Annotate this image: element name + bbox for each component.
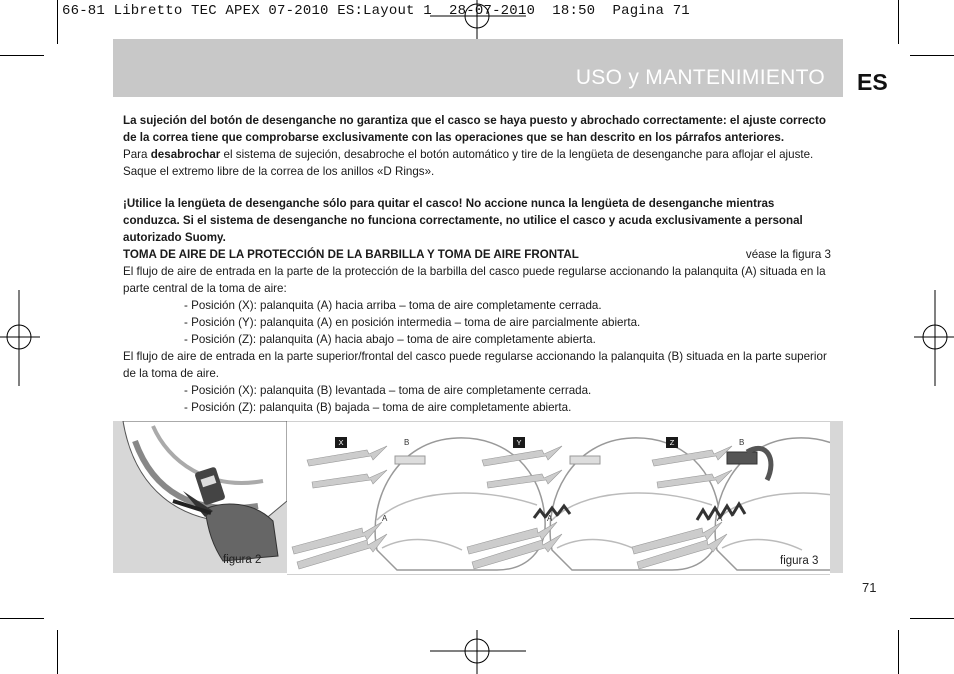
- unfasten-instructions: [123, 146, 831, 180]
- figure-2: [113, 421, 287, 573]
- panel-x-tag: X: [335, 437, 347, 448]
- air-intake-section: [123, 263, 831, 416]
- unfasten-text: el sistema de sujeción, desabroche el botón automático y tire de la lengüeta de desenganche para aflojar el ajuste. Saque el extremo libre de la correa de los anillos «D Rings».: [123, 148, 814, 178]
- front-position-x: - Posición (X): palanquita (B) levantada – toma de aire completamente cerrada.: [184, 384, 592, 397]
- release-warning: ¡Utilice la lengüeta de desenganche sólo para quitar el casco! No accione nunca la lengüeta de desenganche mientras conduzca. Si el sistema de desenganche no funciona correctamente, no utilice el casco y acuda exclusivamente a personal autorizado Suomy.: [123, 197, 803, 244]
- crop-mark-bottom-right-h: [910, 618, 954, 619]
- crop-mark-top-right-v: [898, 0, 899, 44]
- crop-mark-top-left-v: [57, 0, 58, 44]
- print-slug: 66-81 Libretto TEC APEX 07-2010 ES:Layout 1 28-07-2010 18:50 Pagina 71: [62, 3, 690, 19]
- crop-mark-bottom-left-v: [57, 630, 58, 674]
- page-number: 71: [862, 580, 877, 595]
- chin-position-z: - Posición (Z): palanquita (A) hacia abajo – toma de aire completamente abierta.: [184, 333, 596, 346]
- panel-z-lever-a-label: A: [717, 514, 723, 523]
- panel-x-lever-a-label: A: [382, 514, 388, 523]
- panel-z-lever-b-label: B: [739, 438, 745, 447]
- helmet-air-intake-illustration-icon: [287, 422, 830, 574]
- see-figure-reference: véase la figura 3: [745, 248, 831, 261]
- chin-position-x: - Posición (X): palanquita (A) hacia arriba – toma de aire completamente cerrada.: [184, 299, 602, 312]
- registration-mark-left-icon: [0, 290, 40, 386]
- figure-3-side-strip: [830, 421, 843, 573]
- unfasten-keyword: desabrochar: [150, 148, 221, 161]
- crop-mark-bottom-right-v: [898, 630, 899, 674]
- registration-mark-bottom-icon: [430, 630, 526, 674]
- panel-z-tag: Z: [666, 437, 678, 448]
- registration-mark-top-icon: [430, 0, 526, 40]
- crop-mark-bottom-left-h: [0, 618, 44, 619]
- page-title: USO y MANTENIMIENTO: [575, 66, 825, 89]
- section-banner: [113, 39, 843, 97]
- fastening-note: La sujeción del botón de desenganche no garantiza que el casco se haya puesto y abrochado correctamente: el ajuste correcto de la correa tiene que comprobarse exclusivamente con las operaciones que se han descrito en los párrafos anteriores.: [123, 114, 826, 144]
- panel-x-lever-b-label: B: [404, 438, 410, 447]
- crop-mark-top-left-h: [0, 55, 44, 56]
- front-intake-intro: El flujo de aire de entrada en la parte superior/frontal del casco puede regularse accionando la palanquita (B) situada en la parte superior de la toma de aire.: [123, 350, 827, 380]
- front-position-z: - Posición (Z): palanquita (B) bajada – toma de aire completamente abierta.: [184, 401, 572, 414]
- panel-y-tag: Y: [513, 437, 525, 448]
- unfasten-lead: Para: [123, 148, 151, 161]
- chin-position-y: - Posición (Y): palanquita (A) en posición intermedia – toma de aire parcialmente abierta.: [184, 316, 641, 329]
- figure-3-caption: figura 3: [780, 555, 819, 567]
- figure-3: [287, 421, 830, 575]
- crop-mark-top-right-h: [910, 55, 954, 56]
- section-heading-row: [123, 246, 831, 263]
- section-heading: TOMA DE AIRE DE LA PROTECCIÓN DE LA BARBILLA Y TOMA DE AIRE FRONTAL: [123, 248, 579, 261]
- chin-intake-intro: El flujo de aire de entrada en la parte de la protección de la barbilla del casco puede regularse accionando la palanquita (A) situada en la parte central de la toma de aire:: [123, 265, 826, 295]
- language-code: ES: [857, 69, 888, 95]
- fastening-paragraph: [123, 112, 831, 180]
- chin-strap-release-illustration-icon: [113, 421, 287, 573]
- registration-mark-right-icon: [914, 290, 954, 386]
- panel-y-lever-a-label: A: [547, 514, 553, 523]
- figure-2-caption: figura 2: [223, 554, 262, 566]
